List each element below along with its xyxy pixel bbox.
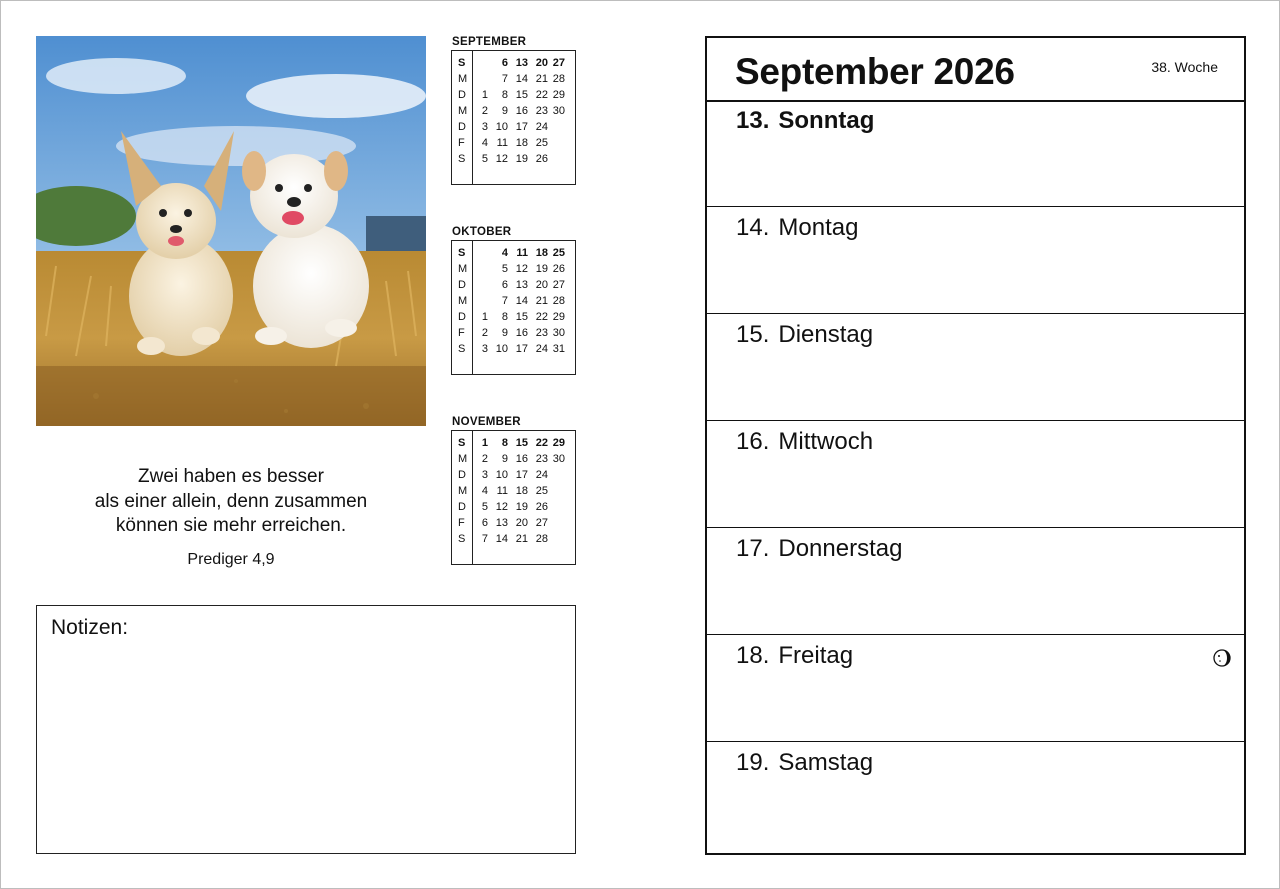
mini-calendar-day: 13	[515, 57, 528, 69]
quote-line: als einer allein, denn zusammen	[94, 490, 368, 512]
mini-calendar-day: 30	[552, 105, 565, 117]
day-name: Mittwoch	[778, 428, 874, 455]
weekday-letter: S	[458, 153, 466, 165]
mini-calendar-row	[452, 135, 575, 151]
mini-calendar-row	[452, 467, 575, 483]
mini-calendar-day: 14	[515, 295, 528, 307]
mini-calendar-day: 16	[515, 453, 528, 465]
day-row-donnerstag[interactable]	[707, 528, 1244, 635]
mini-calendar-day: 4	[481, 137, 488, 149]
mini-calendar-day: 21	[515, 533, 528, 545]
mini-calendar-title: OKTOBER	[452, 226, 512, 238]
notes-label: Notizen:	[51, 616, 129, 639]
mini-calendar-day: 1	[481, 437, 488, 449]
quote-reference: Prediger 4,9	[187, 550, 275, 568]
mini-calendar-day: 9	[501, 327, 508, 339]
mini-calendar-row	[452, 87, 575, 103]
mini-calendar-day: 10	[495, 469, 508, 481]
mini-calendar-day: 29	[552, 311, 565, 323]
mini-calendar-day: 22	[535, 89, 548, 101]
weekday-letter: D	[458, 279, 466, 291]
mini-calendar-day: 28	[552, 295, 565, 307]
mini-calendar-day: 18	[535, 247, 548, 259]
mini-calendar-row	[452, 499, 575, 515]
mini-calendar-day: 10	[495, 121, 508, 133]
weekday-letter: F	[458, 327, 465, 339]
mini-calendar-day: 12	[495, 153, 508, 165]
mini-calendar-day: 10	[495, 343, 508, 355]
mini-calendar-day: 25	[535, 137, 548, 149]
day-label	[736, 321, 873, 349]
mini-calendar-day: 14	[515, 73, 528, 85]
quote-line: können sie mehr erreichen.	[115, 515, 347, 536]
day-row-samstag[interactable]	[707, 742, 1244, 853]
mini-calendar-november	[451, 430, 576, 565]
mini-calendar-day: 8	[501, 89, 508, 101]
mini-calendar-day: 21	[535, 73, 548, 85]
mini-calendar-day: 20	[515, 517, 528, 529]
mini-calendar-day: 17	[515, 469, 528, 481]
moon-phase-icon	[1212, 647, 1232, 669]
mini-calendar-day: 20	[535, 57, 548, 69]
mini-calendar-row	[452, 451, 575, 467]
mini-calendar-day: 4	[481, 485, 488, 497]
mini-calendar-title: SEPTEMBER	[452, 36, 527, 48]
mini-calendar-title: NOVEMBER	[452, 416, 521, 428]
weekday-letter: M	[458, 263, 468, 275]
mini-calendar-day: 23	[535, 327, 548, 339]
mini-calendar-day: 3	[481, 343, 488, 355]
mini-calendar-day: 23	[535, 453, 548, 465]
dogs-photo	[36, 36, 426, 426]
mini-calendar-day: 15	[515, 89, 528, 101]
day-number: 19.	[736, 749, 770, 776]
mini-calendar-day: 25	[535, 485, 548, 497]
day-name: Montag	[778, 214, 859, 241]
weekday-letter: S	[458, 343, 466, 355]
weekday-letter: S	[458, 533, 466, 545]
mini-calendar-day: 19	[515, 153, 528, 165]
mini-calendar-day: 5	[501, 263, 508, 275]
day-number: 15.	[736, 321, 770, 348]
notes-box[interactable]	[36, 605, 576, 854]
day-number: 18.	[736, 642, 770, 669]
mini-calendar-day: 5	[481, 153, 488, 165]
mini-calendar-day: 7	[501, 73, 508, 85]
mini-calendar-day: 31	[552, 343, 565, 355]
mini-calendar-day: 13	[495, 517, 508, 529]
mini-calendar-day: 15	[515, 311, 528, 323]
day-row-montag[interactable]	[707, 207, 1244, 314]
mini-calendar-oktober	[451, 240, 576, 375]
mini-calendar-day: 12	[495, 501, 508, 513]
mini-calendar-day: 27	[535, 517, 548, 529]
mini-calendar-day: 16	[515, 105, 528, 117]
mini-calendar-row	[452, 341, 575, 357]
mini-calendar-day: 7	[481, 533, 488, 545]
day-number: 16.	[736, 428, 770, 455]
mini-calendar-day: 19	[515, 501, 528, 513]
mini-calendar-row	[452, 293, 575, 309]
weekday-letter: M	[458, 453, 468, 465]
mini-calendar-row	[452, 261, 575, 277]
weekday-letter: M	[458, 485, 468, 497]
weekday-letter: S	[458, 57, 466, 69]
mini-calendar-day: 18	[515, 137, 528, 149]
mini-calendar-day: 19	[535, 263, 548, 275]
mini-calendar-row	[452, 151, 575, 167]
mini-calendar-day: 11	[496, 137, 508, 149]
mini-calendar-day: 8	[501, 437, 508, 449]
mini-calendar-day: 3	[481, 121, 488, 133]
mini-calendar-day: 30	[552, 453, 565, 465]
day-row-sonntag[interactable]	[707, 100, 1244, 207]
mini-calendar-day: 6	[501, 57, 508, 69]
weekday-letter: S	[458, 437, 466, 449]
day-name: Freitag	[778, 642, 854, 669]
month-title: September 2026	[735, 51, 1015, 92]
mini-calendar-day: 11	[516, 247, 528, 259]
mini-calendar-day: 24	[535, 469, 548, 481]
mini-calendar-day: 7	[501, 295, 508, 307]
mini-calendar-day: 29	[552, 89, 565, 101]
mini-calendar-day: 17	[515, 121, 528, 133]
mini-calendar-day: 4	[501, 247, 508, 259]
mini-calendar-day: 28	[535, 533, 548, 545]
weekday-letter: D	[458, 501, 466, 513]
weekday-letter: M	[458, 73, 468, 85]
weekday-letter: D	[458, 311, 466, 323]
mini-calendar-day: 26	[535, 501, 548, 513]
weekday-letter: F	[458, 517, 465, 529]
mini-calendar-day: 25	[552, 247, 565, 259]
mini-calendar-day: 3	[481, 469, 488, 481]
weekday-letter: D	[458, 469, 466, 481]
mini-calendar-september	[451, 50, 576, 185]
weekday-letter: M	[458, 295, 468, 307]
mini-calendar-row	[452, 531, 575, 547]
day-label	[736, 428, 873, 456]
mini-calendar-day: 6	[481, 517, 488, 529]
mini-calendar-day: 26	[535, 153, 548, 165]
mini-calendar-row	[452, 71, 575, 87]
mini-calendar-day: 27	[552, 57, 565, 69]
mini-calendar-day: 5	[481, 501, 488, 513]
mini-calendar-day: 12	[515, 263, 528, 275]
mini-calendar-day: 24	[535, 343, 548, 355]
mini-calendar-day: 26	[552, 263, 565, 275]
day-name: Dienstag	[778, 321, 874, 348]
mini-calendar-day: 22	[535, 311, 548, 323]
day-row-mittwoch[interactable]	[707, 421, 1244, 528]
day-label	[736, 214, 858, 242]
mini-calendar-day: 16	[515, 327, 528, 339]
mini-calendar-day: 30	[552, 327, 565, 339]
mini-calendar-day: 29	[552, 437, 565, 449]
mini-calendar-row	[452, 515, 575, 531]
mini-calendar-day: 2	[481, 327, 488, 339]
mini-calendar-day: 14	[495, 533, 508, 545]
mini-calendar-row	[452, 245, 575, 261]
planner-header	[707, 38, 1244, 102]
mini-calendar-row	[452, 277, 575, 293]
day-row-freitag[interactable]	[707, 635, 1244, 742]
mini-calendar-day: 11	[496, 485, 508, 497]
bible-quote	[36, 465, 426, 572]
mini-calendar-day: 1	[481, 311, 488, 323]
weekday-letter: M	[458, 105, 468, 117]
mini-calendar-day: 23	[535, 105, 548, 117]
day-label	[736, 535, 902, 563]
mini-calendar-row	[452, 325, 575, 341]
day-number: 17.	[736, 535, 770, 562]
mini-calendar-row	[452, 103, 575, 119]
mini-calendar-day: 21	[535, 295, 548, 307]
mini-calendar-day: 8	[501, 311, 508, 323]
weekday-letter: F	[458, 137, 465, 149]
mini-calendar-day: 13	[515, 279, 528, 291]
mini-calendar-day: 9	[501, 453, 508, 465]
mini-calendar-day: 20	[535, 279, 548, 291]
mini-calendar-day: 18	[515, 485, 528, 497]
mini-calendar-day: 22	[535, 437, 548, 449]
mini-calendar-day: 6	[501, 279, 508, 291]
mini-calendar-day: 2	[481, 105, 488, 117]
mini-calendar-day: 28	[552, 73, 565, 85]
day-label	[736, 107, 874, 135]
day-number: 14.	[736, 214, 770, 241]
weekday-letter: D	[458, 89, 466, 101]
day-name: Sonntag	[778, 107, 875, 134]
mini-calendar-row	[452, 483, 575, 499]
day-number: 13.	[736, 107, 770, 134]
weekday-letter: D	[458, 121, 466, 133]
day-label	[736, 749, 873, 777]
mini-calendar-row	[452, 435, 575, 451]
mini-calendar-day: 2	[481, 453, 488, 465]
mini-calendar-row	[452, 119, 575, 135]
day-name: Samstag	[778, 749, 874, 776]
quote-line: Zwei haben es besser	[138, 466, 324, 487]
weekly-planner	[705, 36, 1246, 855]
mini-calendar-day: 17	[515, 343, 528, 355]
weekday-letter: S	[458, 247, 466, 259]
mini-calendar-row	[452, 309, 575, 325]
day-label	[736, 642, 853, 670]
day-name: Donnerstag	[778, 535, 903, 562]
mini-calendar-day: 15	[515, 437, 528, 449]
mini-calendar-day: 9	[501, 105, 508, 117]
week-label: 38. Woche	[1151, 59, 1218, 75]
mini-calendar-day: 24	[535, 121, 548, 133]
mini-calendar-row	[452, 55, 575, 71]
mini-calendar-day: 1	[481, 89, 488, 101]
day-row-dienstag[interactable]	[707, 314, 1244, 421]
mini-calendar-day: 27	[552, 279, 565, 291]
